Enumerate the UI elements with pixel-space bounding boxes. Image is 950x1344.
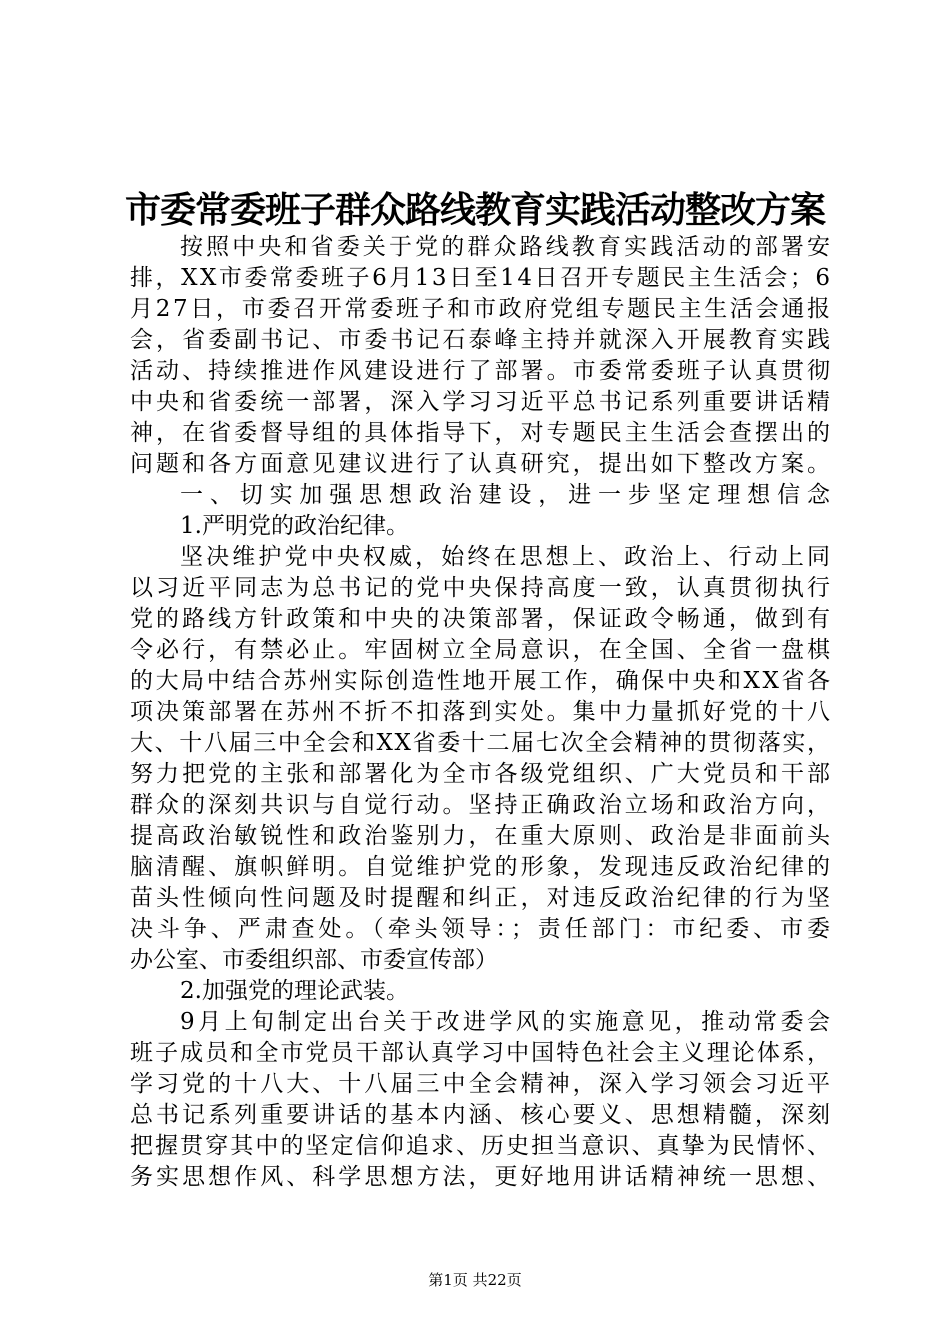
document-body — [130, 232, 837, 1193]
text-line: 会，省委副书记、市委书记石泰峰主持并就深入开展教育实践 — [130, 327, 834, 353]
text-line: 令必行，有禁必止。牢固树立全局意识，在全国、全省一盘棋 — [130, 637, 834, 663]
text-line: 神，在省委督导组的具体指导下，对专题民主生活会查摆出的 — [130, 420, 834, 446]
text-line: 中央和省委统一部署，深入学习习近平总书记系列重要讲话精 — [130, 389, 834, 415]
text-line: 2.加强党的理论武装。 — [180, 978, 409, 1004]
text-line: 党的路线方针政策和中央的决策部署，保证政令畅通，做到有 — [130, 606, 834, 632]
text-line: 月27日，市委召开常委班子和市政府党组专题民主生活会通报 — [130, 296, 833, 322]
page-footer: 第1页 共22页 — [428, 1271, 522, 1289]
document-title: 市委常委班子群众路线教育实践活动整改方案 — [125, 189, 825, 231]
text-line: 决斗争、严肃查处。（牵头领导：；责任部门：市纪委、市委 — [130, 916, 834, 942]
text-line: 按照中央和省委关于党的群众路线教育实践活动的部署安 — [180, 234, 834, 260]
text-line: 坚决维护党中央权威，始终在思想上、政治上、行动上同 — [180, 544, 834, 570]
text-line: 群众的深刻共识与自觉行动。坚持正确政治立场和政治方向， — [130, 792, 834, 818]
text-line: 一、切实加强思想政治建设，进一步坚定理想信念 — [180, 482, 837, 508]
text-line: 9月上旬制定出台关于改进学风的实施意见，推动常委会 — [180, 1009, 834, 1035]
text-line: 的大局中结合苏州实际创造性地开展工作，确保中央和XX省各 — [130, 668, 833, 694]
text-line: 活动、持续推进作风建设进行了部署。市委常委班子认真贯彻 — [130, 358, 834, 384]
text-line: 项决策部署在苏州不折不扣落到实处。集中力量抓好党的十八 — [130, 699, 834, 725]
text-line: 大、十八届三中全会和XX省委十二届七次全会精神的贯彻落实， — [130, 730, 832, 756]
text-line: 问题和各方面意见建议进行了认真研究，提出如下整改方案。 — [130, 451, 834, 477]
text-line: 务实思想作风、科学思想方法，更好地用讲话精神统一思想、 — [130, 1164, 834, 1190]
text-line: 提高政治敏锐性和政治鉴别力，在重大原则、政治是非面前头 — [130, 823, 834, 849]
text-line: 总书记系列重要讲话的基本内涵、核心要义、思想精髓，深刻 — [130, 1102, 834, 1128]
text-line: 苗头性倾向性问题及时提醒和纠正，对违反政治纪律的行为坚 — [130, 885, 834, 911]
text-line: 班子成员和全市党员干部认真学习中国特色社会主义理论体系， — [130, 1040, 833, 1066]
text-line: 学习党的十八大、十八届三中全会精神，深入学习领会习近平 — [130, 1071, 834, 1097]
text-line: 排，XX市委常委班子6月13日至14日召开专题民主生活会；6 — [130, 265, 833, 291]
text-line: 脑清醒、旗帜鲜明。自觉维护党的形象，发现违反政治纪律的 — [130, 854, 834, 880]
text-line: 努力把党的主张和部署化为全市各级党组织、广大党员和干部 — [130, 761, 834, 787]
text-line: 1.严明党的政治纪律。 — [180, 513, 409, 539]
text-line: 办公室、市委组织部、市委宣传部） — [130, 947, 498, 973]
text-line: 把握贯穿其中的坚定信仰追求、历史担当意识、真挚为民情怀、 — [130, 1133, 833, 1159]
text-line: 以习近平同志为总书记的党中央保持高度一致，认真贯彻执行 — [130, 575, 834, 601]
